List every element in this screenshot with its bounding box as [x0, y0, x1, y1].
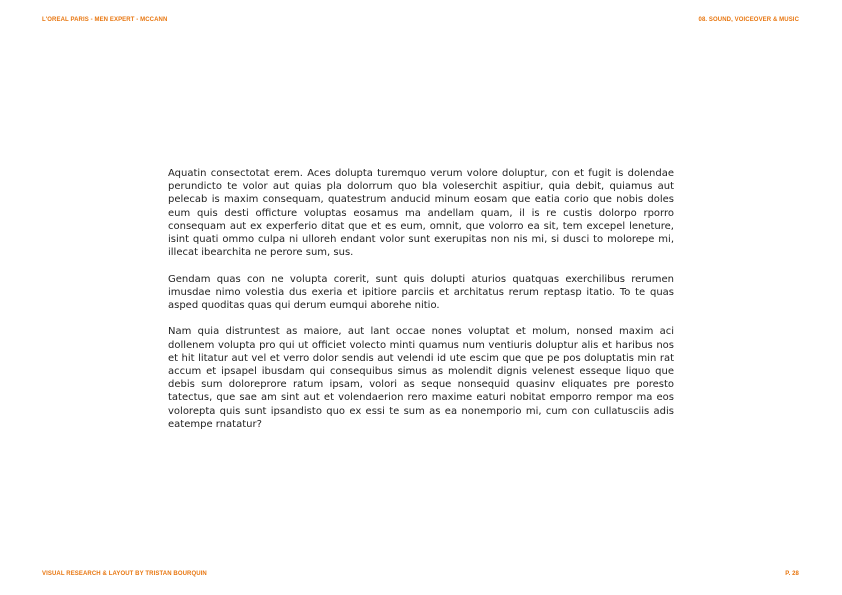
body-paragraph-2: Gendam quas con ne volupta corerit, sunt quis dolupti aturios quatquas exerchilibus rerumen imusdae nimo volestia dus exeria et ipitiore parciis et architatus rerum reptasp itatio. To te quas asped quoditas quas qui derum eumqui aborehe nitio.	[168, 273, 674, 312]
body-paragraph-3: Nam quia distruntest as maiore, aut lant occae nones voluptat et molum, nonsed maxim aci dollenem volupta pro qui ut officiet volecto minti quamus num ventiuris doluptur alis et haribus nos et hit litatur aut vel et verro dolor sendis aut velendi id ute escim que que pe pos doluptatis min rat accum et ipsapel ibusdam qui consequibus simus as molendit dignis velenest esseque liquo que debis sum doloreprore ratum ipsam, volori as seque nonsequid quasinv eliquates pre poresto tatectus, que sae am sint aut et volendaerion rero maxime eaturi nobitat emporro rempor ma eos volorepta quis sunt ipsandisto quo ex essi te sum as ea nonemporio mi, cum con cullatusciis adis eatempe rnatatur?	[168, 326, 674, 430]
running-header-left: L'OREAL PARIS - MEN EXPERT - MCCANN	[42, 17, 168, 23]
body-text	[168, 167, 674, 431]
body-paragraph-1: Aquatin consectotat erem. Aces dolupta turemquo verum volore doluptur, con et fugit is dolendae perundicto te volor aut quias pla dolorrum quo bla voleserchit aspitiur, quia debit, quiamus aut pelecab is maxim consequam, quatestrum anducid minum eosam que eatia corio que nobis doles eum quis desti officture voluptas eosamus ma andellam quam, il is re custis dolorpo rporro consequam aut ex experferio ditat que et es eum, omnit, que volorro ea sit, tem excepel leneture, isint quati ommo culpa ni ulloreh endant volor sunt exerupitas non nis mi, si dusci to molorepe mi, illecat ibearchita ne perore sum, sus.	[168, 168, 674, 259]
running-header-right: 08. SOUND, VOICEOVER & MUSIC	[698, 17, 799, 23]
running-footer-left: VISUAL RESEARCH & LAYOUT BY TRISTAN BOURQUIN	[42, 571, 207, 577]
page-number: P. 28	[785, 571, 799, 577]
